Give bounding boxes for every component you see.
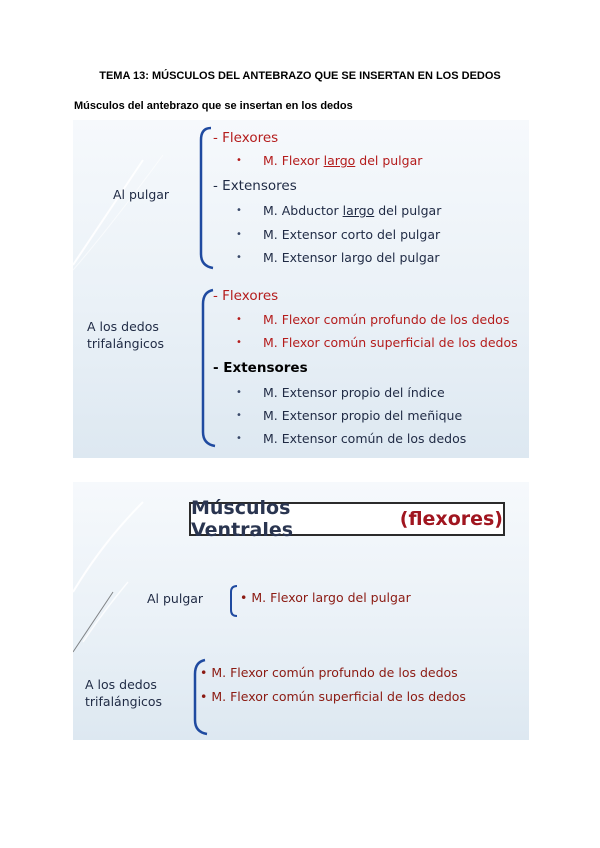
bullet-icon: • bbox=[236, 252, 242, 263]
label-trifalangicos: trifalángicos bbox=[87, 336, 165, 351]
item-extensor-largo-pulgar: M. Extensor largo del pulgar bbox=[263, 250, 440, 265]
slide-title: Músculos Ventrales bbox=[191, 497, 294, 541]
item-flexor-comun-superficial: M. Flexor común superficial de los dedos bbox=[263, 335, 518, 350]
document-title: TEMA 13: MÚSCULOS DEL ANTEBRAZO QUE SE INSERTAN EN LOS DEDOS bbox=[99, 70, 501, 82]
bullet-icon: • bbox=[236, 387, 242, 398]
item-abductor-largo-pulgar: M. Abductor largo del pulgar bbox=[263, 203, 442, 218]
item-extensor-comun-dedos: M. Extensor común de los dedos bbox=[263, 431, 467, 446]
slide-title-flexores: (flexores) bbox=[399, 508, 503, 530]
item-extensor-propio-menique: M. Extensor propio del meñique bbox=[263, 408, 463, 423]
bullet-icon: • bbox=[236, 229, 242, 240]
brace-pulgar bbox=[231, 586, 237, 616]
bullet-icon: • bbox=[236, 410, 242, 421]
bullet-icon: • bbox=[236, 205, 242, 216]
item-extensor-corto-pulgar: M. Extensor corto del pulgar bbox=[263, 227, 441, 242]
item-flexor-comun-profundo: • M. Flexor común profundo de los dedos bbox=[200, 665, 458, 680]
bullet-icon: • bbox=[236, 337, 242, 348]
brace-pulgar bbox=[201, 128, 213, 268]
header-pulgar-extensores: - Extensores bbox=[213, 178, 297, 194]
item-flexor-comun-superficial: • M. Flexor común superficial de los dedos bbox=[200, 689, 466, 704]
item-flexor-largo-pulgar: • M. Flexor largo del pulgar bbox=[240, 590, 411, 605]
bullet-icon: • bbox=[236, 155, 242, 166]
header-dedos-extensores: - Extensores bbox=[213, 360, 308, 376]
label-a-los-dedos: A los dedos bbox=[85, 677, 157, 692]
label-al-pulgar: Al pulgar bbox=[113, 187, 170, 202]
slide-musculos-ventrales bbox=[73, 482, 529, 740]
slide-forearm-muscles bbox=[73, 120, 529, 458]
label-a-los-dedos: A los dedos bbox=[87, 319, 159, 334]
item-extensor-propio-indice: M. Extensor propio del índice bbox=[263, 385, 445, 400]
header-dedos-flexores: - Flexores bbox=[213, 288, 279, 304]
label-al-pulgar: Al pulgar bbox=[147, 591, 204, 606]
header-pulgar-flexores: - Flexores bbox=[213, 130, 279, 146]
item-flexor-comun-profundo: M. Flexor común profundo de los dedos bbox=[263, 312, 510, 327]
slide-title-box bbox=[189, 497, 505, 541]
label-trifalangicos: trifalángicos bbox=[85, 694, 163, 709]
item-flexor-largo-pulgar: M. Flexor largo del pulgar bbox=[263, 153, 423, 168]
document-subtitle: Músculos del antebrazo que se insertan en los dedos bbox=[74, 100, 353, 112]
bullet-icon: • bbox=[236, 314, 242, 325]
bullet-icon: • bbox=[236, 433, 242, 444]
